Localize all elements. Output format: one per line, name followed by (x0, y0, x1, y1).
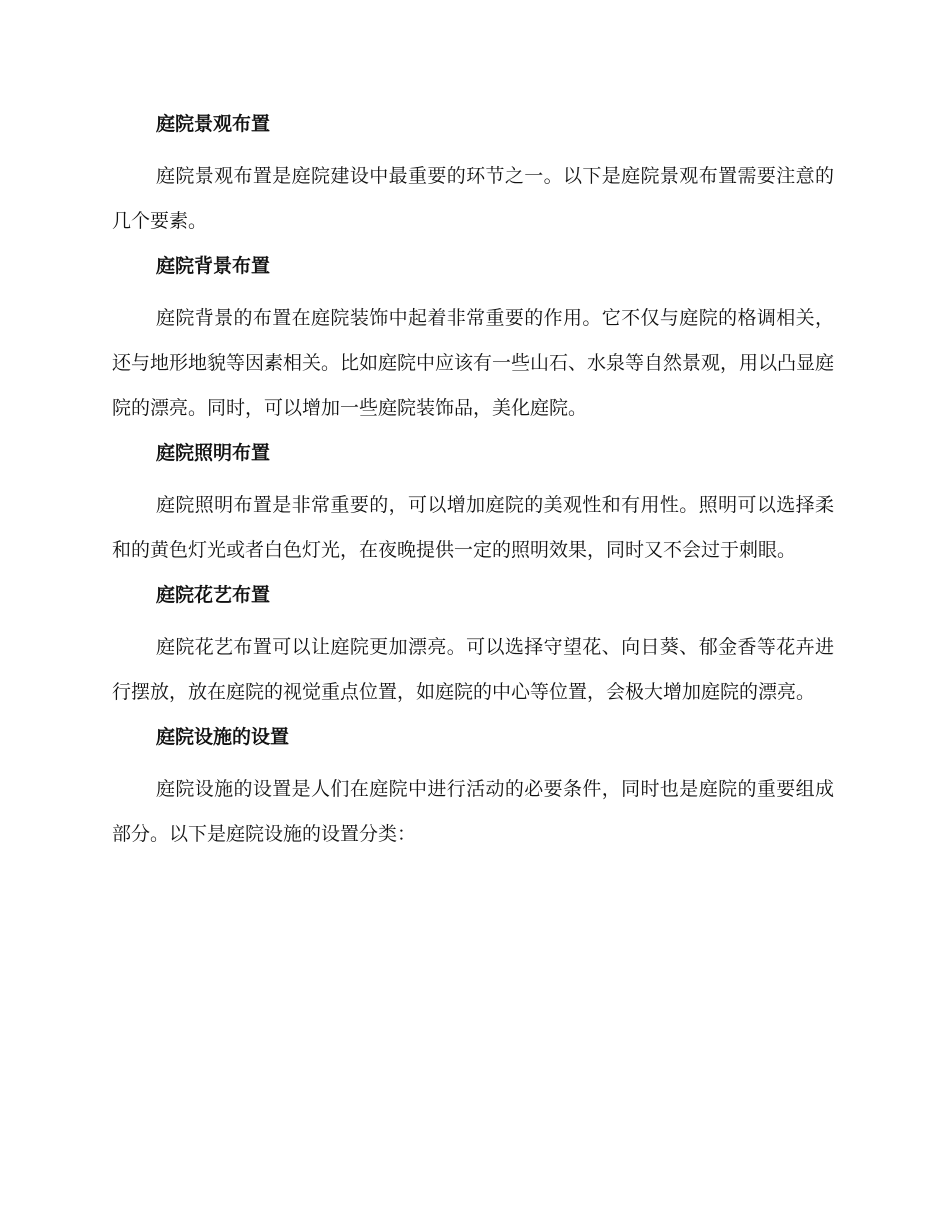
section-heading-landscape: 庭院景观布置 (156, 113, 271, 135)
section-heading-facilities: 庭院设施的设置 (156, 726, 290, 748)
section-heading-lighting: 庭院照明布置 (156, 442, 271, 464)
section-heading-background: 庭院背景布置 (156, 255, 271, 277)
section-paragraph-floral: 庭院花艺布置可以让庭院更加漂亮。可以选择守望花、向日葵、郁金香等花卉进行摆放，放在庭院的视觉重点位置，如庭院的中心等位置，会极大增加庭院的漂亮。 (112, 636, 834, 703)
section-paragraph-facilities: 庭院设施的设置是人们在庭院中进行活动的必要条件，同时也是庭院的重要组成部分。以下是庭院设施的设置分类： (112, 778, 834, 845)
section-paragraph-lighting: 庭院照明布置是非常重要的，可以增加庭院的美观性和有用性。照明可以选择柔和的黄色灯光或者白色灯光，在夜晚提供一定的照明效果，同时又不会过于刺眼。 (112, 494, 834, 561)
section-paragraph-landscape: 庭院景观布置是庭院建设中最重要的环节之一。以下是庭院景观布置需要注意的几个要素。 (112, 165, 834, 232)
section-heading-floral: 庭院花艺布置 (156, 584, 271, 606)
section-paragraph-background: 庭院背景的布置在庭院装饰中起着非常重要的作用。它不仅与庭院的格调相关，还与地形地貌等因素相关。比如庭院中应该有一些山石、水泉等自然景观，用以凸显庭院的漂亮。同时，可以增加一些庭院装饰品，美化庭院。 (112, 307, 835, 419)
document-page (112, 110, 834, 865)
